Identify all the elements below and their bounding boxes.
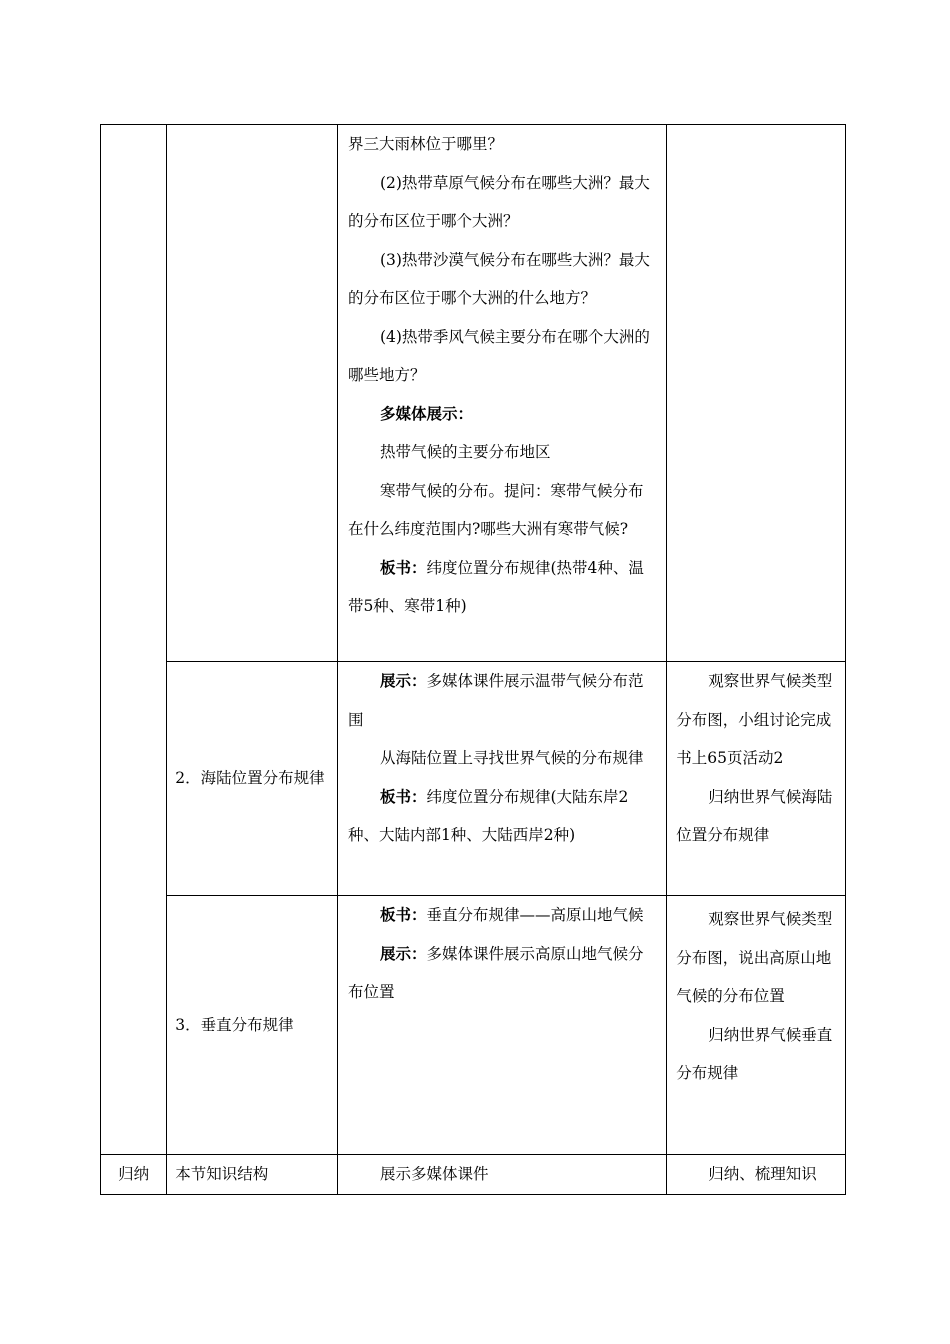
bold-label: 展示：: [379, 944, 427, 963]
text-paragraph: (4)热带季风气候主要分布在哪个大洲的哪些地方？: [347, 327, 650, 384]
text-paragraph: [348, 778, 658, 855]
teacher-activity-cell: [337, 125, 666, 662]
text-paragraph: 界三大雨林位于哪里？: [347, 135, 503, 153]
text-paragraph: (2)热带草原气候分布在哪些大洲？最大的分布区位于哪个大洲？: [347, 173, 650, 230]
student-activity-cell: [667, 1155, 846, 1195]
topic-cell: [167, 1155, 338, 1195]
text-span: 纬度位置分布规律(大陆东岸2种、大陆内部1种、大陆西岸2种): [347, 787, 629, 844]
text-paragraph: 归纳世界气候垂直分布规律: [676, 1025, 833, 1082]
stage-cell: [101, 125, 167, 1155]
bold-label: 展示：: [379, 672, 427, 690]
text-paragraph: (3)热带沙漠气候分布在哪些大洲？最大的分布区位于哪个大洲的什么地方？: [347, 250, 650, 307]
stage-cell: [101, 1155, 167, 1195]
bold-label: 板书：: [379, 906, 427, 924]
bold-heading: 多媒体展示：: [379, 404, 473, 423]
text-span: 垂直分布规律——高原山地气候: [426, 906, 644, 924]
text-span: 本节知识结构: [175, 1165, 269, 1183]
text-paragraph: 归纳、梳理知识: [708, 1165, 817, 1183]
text-paragraph: 展示多媒体课件: [379, 1165, 489, 1183]
bold-label: 板书：: [379, 787, 427, 806]
text-paragraph: [348, 662, 658, 739]
lesson-plan-table: [100, 124, 846, 1195]
topic-cell: [167, 662, 338, 896]
text-span: 多媒体课件展示温带气候分布范围: [347, 672, 644, 729]
text-paragraph: 归纳世界气候海陆位置分布规律: [676, 787, 833, 844]
table-row: [101, 125, 846, 662]
student-activity-cell: [667, 125, 846, 662]
text-paragraph: 3．垂直分布规律: [175, 1015, 294, 1034]
text-paragraph: 2．海陆位置分布规律: [175, 769, 325, 788]
text-span: 纬度位置分布规律(热带4种、温带5种、寒带1种): [347, 558, 644, 615]
text-paragraph: [348, 896, 658, 935]
bold-label: 板书：: [379, 558, 427, 577]
text-paragraph: [348, 549, 658, 626]
student-activity-cell: [667, 896, 846, 1155]
text-paragraph: 观察世界气候类型分布图，说出高原山地气候的分布位置: [676, 910, 833, 1005]
stage-label: 归纳: [118, 1165, 150, 1183]
text-paragraph: 热带气候的主要分布地区: [379, 443, 551, 461]
teacher-activity-cell: [337, 662, 666, 896]
teacher-activity-cell: [337, 896, 666, 1155]
text-paragraph: [348, 935, 658, 1012]
teacher-activity-cell: [337, 1155, 666, 1195]
table-row: [101, 896, 846, 1155]
topic-cell: [167, 896, 338, 1155]
text-paragraph: 观察世界气候类型分布图，小组讨论完成书上65页活动2: [676, 672, 833, 767]
table-row: [101, 662, 846, 896]
text-paragraph: 寒带气候的分布。提问：寒带气候分布在什么纬度范围内?哪些大洲有寒带气候?: [347, 481, 644, 538]
text-paragraph: 从海陆位置上寻找世界气候的分布规律: [379, 749, 644, 767]
topic-cell: [167, 125, 338, 662]
table-row: [101, 1155, 846, 1195]
student-activity-cell: [667, 662, 846, 896]
text-span: 多媒体课件展示高原山地气候分布位置: [347, 944, 644, 1001]
